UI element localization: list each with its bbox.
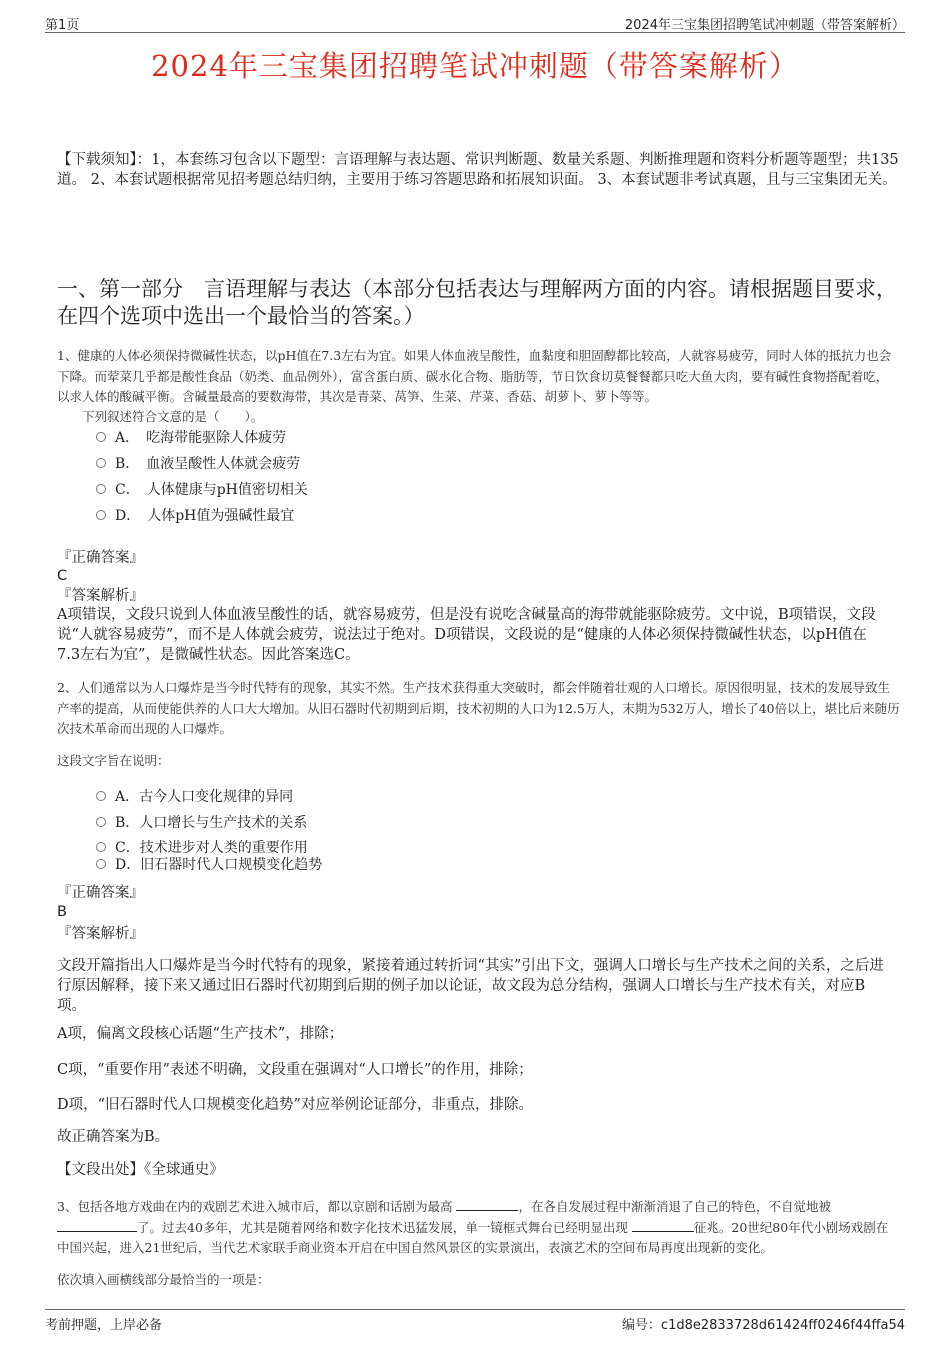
footer-slogan: 考前押题，上岸必备: [45, 1318, 163, 1333]
q1-analysis-label: 『答案解析』: [57, 588, 144, 604]
radio-icon[interactable]: [96, 458, 106, 468]
page-footer: [45, 1309, 905, 1332]
header-doc-title: 2024年三宝集团招聘笔试冲刺题（带答案解析）: [624, 18, 905, 33]
radio-icon[interactable]: [96, 432, 106, 442]
document-title: 2024年三宝集团招聘笔试冲刺题（带答案解析）: [151, 49, 799, 83]
radio-icon[interactable]: [96, 817, 106, 827]
q2-stem: 2、人们通常以为人口爆炸是当今时代特有的现象，其实不然。生产技术获得重大突破时，都会伴随着壮观的人口增长。原因很明显，技术的发展导致生产率的提高，从而使能供养的人口大大增加。从旧石器时代初期到后期，技术初期的人口为12.5万人，末期为532万人，增长了40倍以上，堪比后来随历次技术革命而出现的人口爆炸。: [57, 680, 900, 736]
q1-option-b[interactable]: B． 血液呈酸性人体就会疲劳: [96, 454, 300, 474]
blank-1[interactable]: [456, 1198, 518, 1211]
q2-analysis: 文段开篇指出人口爆炸是当今时代特有的现象，紧接着通过转折词“其实”引出下文，强调人口增长与生产技术之间的关系，之后进行原因解释，接下来又通过旧石器时代初期到后期的例子加以论证，故文段为总分结构，强调人口增长与生产技术有关，对应B项。: [57, 958, 884, 1014]
radio-icon[interactable]: [96, 484, 106, 494]
footer-doc-id: 编号：c1d8e2833728d61424ff0246f44ffa54: [621, 1318, 905, 1333]
q1-answer: C: [57, 568, 68, 584]
page-header: [45, 14, 905, 33]
q2-option-b[interactable]: B．人口增长与生产技术的关系: [96, 813, 307, 833]
page-number: 第1页: [45, 18, 80, 33]
q2-option-a[interactable]: A．古今人口变化规律的异同: [96, 787, 293, 807]
q1-option-a[interactable]: A． 吃海带能驱除人体疲劳: [96, 428, 286, 448]
q2-option-c[interactable]: C．技术进步对人类的重要作用: [96, 838, 308, 858]
q1-option-d[interactable]: D． 人体pH值为强碱性最宜: [96, 506, 294, 526]
blank-3[interactable]: [632, 1219, 694, 1232]
radio-icon[interactable]: [96, 791, 106, 801]
q2-answer: B: [57, 904, 67, 920]
q2-analysis-label: 『答案解析』: [57, 926, 144, 942]
q2-answer-label: 『正确答案』: [57, 885, 144, 901]
blank-2[interactable]: [57, 1219, 137, 1232]
q2-question: 这段文字旨在说明：: [57, 753, 170, 768]
q2-analysis-c: C项，“重要作用”表述不明确，文段重在强调对“人口增长”的作用，排除；: [57, 1062, 533, 1078]
download-notice: 【下载须知】：1，本套练习包含以下题型：言语理解与表达题、常识判断题、数量关系题、判断推理题和资料分析题等题型；共135道。 2、本套试题根据常见招考题总结归纳，主要用于练习答题思路和拓展知识面。 3、本套试题非考试真题，且与三宝集团无关。: [57, 152, 899, 188]
q2-source: 【文段出处】《全球通史》: [57, 1162, 224, 1178]
q1-question: 下列叙述符合文意的是（ ）。: [82, 409, 264, 424]
radio-icon[interactable]: [96, 510, 106, 520]
q2-analysis-a: A项，偏离文段核心话题“生产技术”，排除；: [57, 1026, 344, 1042]
q2-analysis-d: D项，“旧石器时代人口规模变化趋势”对应举例论证部分，非重点，排除。: [57, 1097, 533, 1113]
q1-answer-label: 『正确答案』: [57, 550, 144, 566]
radio-icon[interactable]: [96, 859, 106, 869]
radio-icon[interactable]: [96, 842, 106, 852]
q1-analysis: A项错误，文段只说到人体血液呈酸性的话，就容易疲劳，但是没有说吃含碱量高的海带就能驱除疲劳。文中说，B项错误，文段说“人就容易疲劳”，而不是人体就会疲劳，说法过于绝对。D项错误，文段说的是“健康的人体必须保持微碱性状态，以pH值在7.3左右为宜”，是微碱性状态。因此答案选C。: [57, 607, 876, 663]
q2-conclusion: 故正确答案为B。: [57, 1129, 170, 1145]
section-heading: 一、第一部分 言语理解与表达（本部分包括表达与理解两方面的内容。请根据题目要求，在四个选项中选出一个最恰当的答案。）: [57, 277, 897, 328]
q1-stem: 1、健康的人体必须保持微碱性状态，以pH值在7.3左右为宜。如果人体血液呈酸性，血黏度和胆固醇都比较高，人就容易疲劳，同时人体的抵抗力也会下降。而荤菜几乎都是酸性食品（奶类、血品例外），富含蛋白质、碳水化合物、脂肪等，节日饮食切莫餐餐都只吃大鱼大肉，要有碱性食物搭配着吃，以求人体的酸碱平衡。含碱量最高的要数海带，其次是青菜、莴笋、生菜、芹菜、香菇、胡萝卜、萝卜等等。: [57, 348, 892, 404]
q3-stem: 3、包括各地方戏曲在内的戏剧艺术进入城市后，都以京剧和话剧为最高 ，在各自发展过程中渐渐消退了自己的特色，不自觉地被了。过去40多年，尤其是随着网络和数字化技术迅猛发展，单一镜框式舞台已经明显出现 征兆。20世纪80年代小剧场戏剧在中国兴起，进入21世纪后，当代艺术家联手商业资本开启在中国自然风景区的实景演出，表演艺术的空间布局再度出现新的变化。: [57, 1199, 889, 1255]
q1-option-c[interactable]: C． 人体健康与pH值密切相关: [96, 480, 308, 500]
q3-question: 依次填入画横线部分最恰当的一项是：: [57, 1272, 270, 1287]
q2-option-d[interactable]: D．旧石器时代人口规模变化趋势: [96, 855, 322, 875]
